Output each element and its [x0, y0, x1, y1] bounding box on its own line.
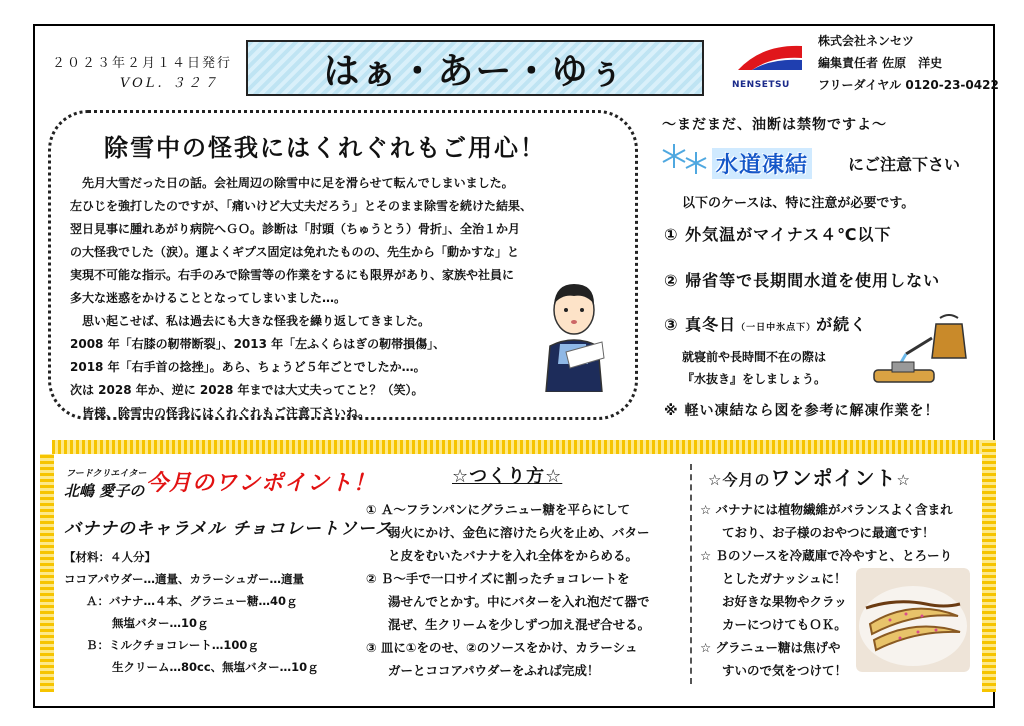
ingredient-line: 生クリーム…80cc、無塩バター…10ｇ — [112, 660, 319, 674]
yellow-border-top — [52, 440, 996, 454]
step-line: ③ 皿に①をのせ、②のソースをかけ、カラーシュ — [366, 640, 638, 655]
drain-note-line: 『水抜き』をしましょう。 — [682, 372, 827, 386]
water-freeze-subtitle: にご注意下さい — [848, 155, 961, 174]
issue-date: ２０２３年２月１４日発行 — [52, 56, 233, 71]
steps-list — [366, 498, 684, 682]
ingredient-line: Ｂ：ミルクチョコレート…100ｇ — [86, 638, 259, 652]
case-3 — [664, 312, 867, 335]
tips-title-suffix: ☆ — [896, 471, 911, 489]
newsletter-title: はぁ・あー・ゆぅ — [323, 50, 627, 92]
story-line: 次は 2028 年か、逆に 2028 年までは大丈夫ってこと？（笑）。 — [70, 383, 424, 397]
ingredients-list — [64, 546, 319, 678]
story-line: 先月大雪だった日の話。会社周辺の除雪中に足を滑らせて転んでしまいました。 — [70, 176, 514, 190]
creator-role: フードクリエイター — [66, 469, 147, 479]
ingredient-line: 【材料：４人分】 — [64, 550, 156, 564]
step-line: 弱火にかけ、金色に溶けたら火を止め、バター — [388, 525, 650, 540]
company-info — [818, 30, 999, 96]
recipe-name: バナナのキャラメル チョコレートソース — [64, 519, 394, 539]
banana-dessert-photo — [856, 568, 970, 672]
creator-name: 北嶋 愛子の — [64, 482, 145, 500]
column-divider — [690, 464, 692, 684]
story-line: 2008 年「右膝の靭帯断裂」、2013 年「左ふくらはぎの靭帯損傷」、 — [70, 337, 446, 351]
case-3-end: が続く — [816, 315, 868, 334]
step-line: 混ぜ、生クリームを少しずつ加え混ぜ合せる。 — [388, 617, 651, 632]
step-line: 湯せんでとかす。中にバターを入れ泡だて器で — [388, 594, 650, 609]
water-header: ～まだまだ、油断は禁物ですよ～ — [662, 117, 887, 133]
tip-line: ており、お子様のおやつに最適です！ — [722, 525, 935, 540]
story-line: 皆様、除雪中の怪我にはくれぐれもご注意下さいね。 — [70, 406, 371, 420]
ingredient-line: 無塩バター…10ｇ — [112, 616, 209, 630]
tip-line: ☆ Ｂのソースを冷蔵庫で冷やすと、とろーり — [700, 548, 953, 563]
tip-line: ☆ グラニュー糖は焦げや — [700, 640, 841, 655]
tip-line: カーにつけてもＯＫ。 — [722, 617, 847, 632]
logo-wordmark: NENSETSU — [732, 80, 790, 90]
onepoint-title: 今月のワンポイント！ — [146, 471, 377, 496]
tip-line: ☆ バナナには植物繊維がバランスよく含まれ — [700, 502, 953, 517]
editor-name: 編集責任者 佐原 洋史 — [818, 56, 943, 70]
ingredient-line: Ａ：バナナ…４本、グラニュー糖…40ｇ — [86, 594, 298, 608]
steps-title: ☆つくり方☆ — [452, 466, 563, 487]
snowflake-icon — [660, 140, 710, 176]
step-line: ① Ａ～フランパンにグラニュー糖を平らにして — [366, 502, 631, 517]
tip-line: お好きな果物やクラッ — [722, 594, 847, 609]
newsletter-title-box — [246, 40, 704, 96]
story-line: 思い起こせば、私は過去にも大きな怪我を繰り返してきました。 — [70, 314, 431, 328]
case-2: ② 帰省等で長期間水道を使用しない — [664, 271, 941, 290]
tips-title-prefix: ☆今月の — [708, 471, 771, 489]
story-line: の大怪我でした（涙）。運よくギプス固定は免れたものの、先生から「動かすな」と — [70, 245, 520, 259]
step-line: と皮をむいたバナナを入れ全体をからめる。 — [388, 548, 639, 563]
yellow-border-left — [40, 454, 54, 692]
ingredient-line: ココアパウダー…適量、カラーシュガー…適量 — [64, 572, 305, 586]
story-title: 除雪中の怪我にはくれぐれもご用心！ — [104, 134, 546, 162]
case-3-small: （一日中氷点下） — [736, 323, 817, 333]
company-logo-icon — [732, 40, 806, 78]
drain-note — [682, 346, 826, 390]
case-3-main: ③ 真冬日 — [664, 315, 737, 334]
drain-note-line: 就寝前や長時間不在の際は — [682, 350, 827, 364]
story-line: 多大な迷惑をかけることとなってしまいました…。 — [70, 291, 347, 305]
company-name: 株式会社ネンセツ — [818, 34, 915, 48]
cases-intro: 以下のケースは、特に注意が必要です。 — [682, 196, 915, 211]
volume-number: VOL. ３２７ — [120, 76, 220, 91]
injured-person-icon — [536, 280, 612, 392]
step-line: ガーとココアパウダーをふれば完成！ — [388, 663, 600, 678]
kettle-thaw-icon — [866, 314, 970, 390]
story-line: 2018 年「右手首の捻挫」。あら、ちょうど５年ごとでしたか…。 — [70, 360, 426, 374]
tip-line: すいので気をつけて！ — [722, 663, 848, 678]
tip-line: としたガナッシュに！ — [722, 571, 847, 586]
step-line: ② Ｂ～手で一口サイズに割ったチョコレートを — [366, 571, 630, 586]
tips-title — [708, 462, 911, 491]
thaw-note: ※ 軽い凍結なら図を参考に解凍作業を！ — [664, 403, 940, 419]
yellow-border-right — [982, 440, 996, 692]
tips-title-bold: ワンポイント — [770, 466, 897, 490]
story-line: 左ひじを強打したのですが、「痛いけど大丈夫だろう」とそのまま除雪を続けた結果、 — [70, 199, 533, 213]
freedial-number: フリーダイヤル 0120-23-0422 — [818, 78, 999, 92]
story-line: 実現不可能な指示。右手のみで除雪等の作業をするにも限界があり、家族や社員に — [70, 268, 515, 282]
water-freeze-title: 水道凍結 — [712, 148, 812, 179]
story-line: 翌日見事に腫れあがり病院へＧＯ。診断は「肘頭（ちゅうとう）骨折」、全治１か月 — [70, 222, 521, 236]
case-1: ① 外気温がマイナス４℃以下 — [664, 225, 892, 244]
